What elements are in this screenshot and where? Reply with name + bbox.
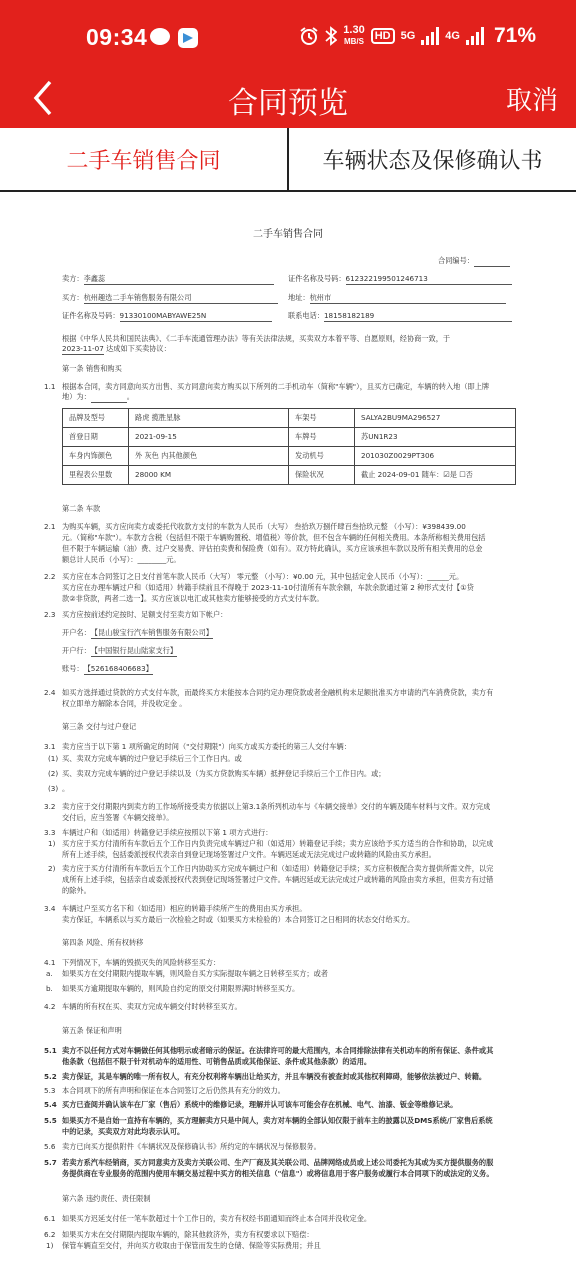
alarm-icon — [299, 26, 319, 46]
tab-sales-contract[interactable]: 二手车销售合同 — [66, 148, 221, 174]
account-number: 账号：【526168406683】 — [62, 664, 153, 675]
buyer-id: 91330100MABYAWE25N — [120, 311, 272, 322]
net-4g-label: 4G — [445, 29, 460, 42]
contract-document: 二手车销售合同 合同编号： 卖方：李鑫蕊 证件名称及号码：612322199501246713 买方：杭州趣选二手车销售服务有限公司 地址：杭州市 证件名称及号码：91330100MABYAWE25N 联系电话：18158182189 根据《中华人民共和国民法典》、《二手车流通管理办法》等有关法律法规，买卖双方本着平等、自愿原则，经协商一致，于 2023-11-07 达成如下买卖协议： 第一条 销售和购买 1.1 根据本合同，卖方同意向买方出售、买方同意向卖方购买以下所列的二手机动车（简称"车辆"），且买方已确定，车辆的转入地（即上牌 地）为： 。 品牌及型号 路虎 揽胜星脉 车架号 SALYA2BU9MA296527 首登日期 2021-09-15 车牌号 苏UN1R23 车身内饰颜色 外 灰色 内其他颜色 发动机号 201030Z0029PT306 里程表公里数 28000 KM 保险状况 截止 2024-09-01 随车：☑是 ☐否 第二条 车款 2.1 为购买车辆，买方应向卖方或委托代收款方支付的车款为人民币（大写） 叁拾玖万捌仟肆百叁拾玖元整 （小写）：¥398439.00 元。（简称"车款"）。车款方含税（包括但不限于车辆购置税、增值税）等价款，但不包含车辆的任何相关费用。本条所称相关费用包括 但不限于车辆运输（油）费、过户交易费、评估拍卖费和保险费（如有）。双方特此确认，买方应该承担车款以及所有相关费用的总金 额总计人民币（小写）：________元。 2.2 买方应在本合同签订之日支付首笔车款人民币（大写） 零元整 （小写）：¥0.00 元，其中包括定金人民币（小写）：______元。 买方应在办理车辆过户和（如适用）转籍手续前且不得晚于 2023-11-10付清所有车款余额，车款余款通过第 2 种形式支付【①贷 款②非贷款，两者二选一】。买方应该以电汇或其他卖方能够接受的方式支付车款。 2.3 买方应按前述约定按时、足额支付至卖方如下帐户： 开户名：【昆山骏宝行汽车销售服务有限公司】 开户行：【中国银行昆山陆家支行】 账号：【526168406683】 2.4 如买方选择通过贷款的方式支付车款，而最终买方未能按本合同约定办理贷款或者金融机构未足额批准买方申请的汽车消费贷款，卖方有 权立即单方解除本合同，并没收定金 。 第三条 交付与过户登记 3.1 卖方应当于以下第 1 项所确定的时间（"交付期限"）向买方或买方委托的第三人交付车辆： (1) 买、卖双方完成车辆的过户登记手续后三个工作日内。或 (2) 买、卖双方完成车辆的过户登记手续以及（为买方贷款购买车辆）抵押登记手续后三个工作日内。或； (3) 。 3.2 卖方应于交付期限内到卖方的工作场所接受卖方依据以上第3.1条所列机动车与《车辆交接单》交付的车辆及随车材料与文件。双方完成 交付后，应当签署《车辆交接单》。 3.3 车辆过户和（如适用）转籍登记手续应按照以下第 1 项方式进行： 1) 买方应于买方付清所有车款后五个工作日内负责完成车辆过户和（如适用）转籍登记手续；卖方应该给予买方适当的合作和协助，以完成 所有上述手续，包括委派授权代表亲自到登记现场签署过户文件。车辆迟延或无法完成过户或转籍的风险由买方承担。 2) 卖方应于买方付清所有车款后五个工作日内协助买方完成车辆过户和（如适用）转籍登记手续；买方应积极配合卖方提供所需文件，以完 成所有上述手续，包括亲自或委派授权代表到登记现场签署过户文件。车辆迟延或无法完成过户或转籍的风险由卖方承担，但卖方有过错 的除外。 3.4 车辆过户至买方名下和（如适用）相应的转籍手续所产生的费用由买方承担。 卖方保证，车辆系以与买方最后一次检验之时或（如果买方未检验的）本合同签订之日相同的状态交付给买方。 第四条 风险、所有权转移 4.1 下列情况下，车辆的毁损灭失的风险转移至买方： a. 如果买方在交付期限内提取车辆，则风险自买方实际提取车辆之日转移至买方；或者 b. 如果买方逾期提取车辆的，则风险自约定的原交付期限界满时转移至买方。 4.2 车辆的所有权在买、卖双方完成车辆交付时转移至买方。 第五条 保证和声明 5.1 卖方不以任何方式对车辆做任何其他明示或者暗示的保证。在法律许可的最大范围内，本合同排除法律有关机动车的所有保证、条件或其 他条款（包括但不限于针对机动车的适用性、可销售品质或其他保证、条件或其他条款）的适用。 5.2 卖方保证，其是车辆的唯一所有权人，有充分权利将车辆出让给买方，并且车辆没有被查封或其他权利障碍，能够依法被过户、转籍。 5.3 本合同项下的所有声明和保证在本合同签订之后仍然具有充分的效力。 5.4 买方已查阅并确认该车在厂家（售后）系统中的维修记录，理解并认可该车可能会存在机械、电气、油漆、钣金等维修记录。 5.5 如果买方不是自始一直持有车辆的，买方理解卖方只是中间人，卖方对车辆的全部认知仅限于前车主的披露以及DMS系统/厂家售后系统 中的记录，买卖双方对此均表示认可。 5.6 卖方已向买方提供附件《车辆状况及保修确认书》所约定的车辆状况与保修服务。 5.7 若卖方系汽车经销商，买方同意卖方及卖方关联公司、生产厂商及其关联公司、品牌网络成员或上述公司委托为其或为买方提供服务的服 务提供商在专业服务的范围内使用车辆交易过程中买方的相关信息（"信息"）或将信息用于客户服务或履行本合同项下的或法定的义务。 第六条 违约责任、责任限制 6.1 如果买方迟延支付任一笔车款超过十个工作日的，卖方有权经书面通知而终止本合同并没收定金。 6.2 如果买方未在交付期限内提取车辆的，除其他救济外，卖方有权要求以下赔偿： 1) 保管车辆直至交付，并向买方收取由于保管而发生的仓储、保险等实际费用；并且 — [0, 194, 576, 1280]
account-bank: 开户行：【中国银行昆山陆家支行】 — [62, 646, 177, 657]
signal-5g-icon — [421, 27, 439, 45]
buyer-phone: 18158182189 — [324, 311, 512, 322]
contract-no: 合同编号： — [438, 256, 510, 267]
telegram-icon — [178, 28, 198, 48]
table-row: 车身内饰颜色 外 灰色 内其他颜色 发动机号 201030Z0029PT306 — [63, 447, 516, 466]
document-title: 二手车销售合同 — [253, 229, 323, 240]
account-name: 开户名：【昆山骏宝行汽车销售服务有限公司】 — [62, 628, 213, 639]
page-title: 合同预览 — [228, 86, 348, 121]
network-speed: 1.30 MB/S — [343, 24, 365, 46]
table-row: 首登日期 2021-09-15 车牌号 苏UN1R23 — [63, 428, 516, 447]
section-2-title: 第二条 车款 — [62, 504, 101, 513]
intro-text: 根据《中华人民共和国民法典》、《二手车流通管理办法》等有关法律法规，买卖双方本着平等、自愿原则，经协商一致，于 — [62, 334, 451, 343]
status-bar — [0, 0, 576, 72]
tab-bar — [0, 128, 576, 192]
cancel-button[interactable]: 取消 — [505, 86, 558, 116]
wechat-icon — [150, 28, 170, 45]
nav-bar — [0, 72, 576, 128]
header-bar — [0, 0, 576, 128]
seller-name: 李鑫蕊 — [84, 274, 274, 285]
buyer-name: 杭州趣选二手车销售服务有限公司 — [84, 293, 278, 304]
net-5g-label: 5G — [400, 29, 416, 42]
section-4-title: 第四条 风险、所有权转移 — [62, 938, 144, 947]
seller-id: 612322199501246713 — [346, 274, 512, 285]
section-6-title: 第六条 违约责任、责任限制 — [62, 1194, 151, 1203]
section-3-title: 第三条 交付与过户登记 — [62, 722, 137, 731]
bluetooth-icon — [325, 26, 337, 46]
vehicle-info-table — [62, 408, 516, 485]
tab-vehicle-status[interactable]: 车辆状态及保修确认书 — [287, 128, 576, 190]
table-row: 里程表公里数 28000 KM 保险状况 截止 2024-09-01 随车：☑是 ☐否 — [63, 466, 516, 485]
section-5-title: 第五条 保证和声明 — [62, 1026, 122, 1035]
battery-level: 71% — [493, 24, 536, 47]
signal-4g-icon — [466, 27, 484, 45]
table-row: 品牌及型号 路虎 揽胜星脉 车架号 SALYA2BU9MA296527 — [63, 409, 516, 428]
buyer-address: 杭州市 — [310, 293, 506, 304]
sign-date: 2023-11-07 — [62, 344, 104, 355]
hd-badge: HD — [371, 28, 395, 44]
section-1-title: 第一条 销售和购买 — [62, 364, 122, 373]
status-time: 09:34 — [86, 24, 148, 50]
